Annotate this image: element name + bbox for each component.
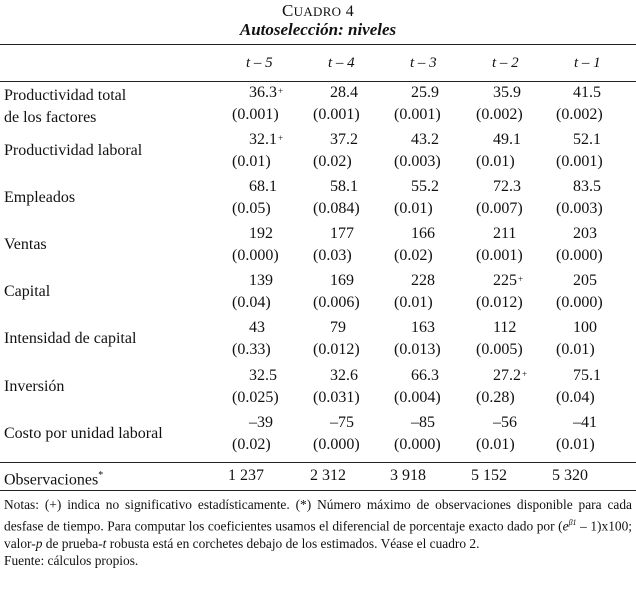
estimate-cell	[493, 318, 516, 338]
source-note: Fuente: cálculos propios.	[4, 553, 139, 569]
estimate-value: 79	[330, 319, 346, 336]
p-value-cell: (0.001)	[232, 106, 279, 123]
p-value-cell: (0.001)	[394, 106, 441, 123]
notes-text: Notas: (+) indica no significativo estadísticamente. (*) Número máximo de observaciones disponible para cada desfase de tiempo. Para computar los coeficientes usamos el diferencial de porcentaje exacto dado por $(e^{\beta 1} - 1)x100$; valor-p de prueba-t robusta está en corchetes debajo de los estimados. Véase el cuadro 2.	[4, 497, 633, 551]
p-value-cell: (0.007)	[476, 200, 523, 217]
table-number: 4	[345, 3, 354, 20]
p-value-cell: (0.28)	[476, 389, 515, 406]
observations-value: 2 312	[310, 467, 346, 484]
p-value-cell: (0.006)	[313, 294, 360, 311]
estimate-cell	[249, 130, 283, 150]
estimate-value: 28.4	[330, 84, 358, 101]
estimate-cell	[411, 318, 435, 338]
estimate-cell	[573, 318, 597, 338]
estimate-value: 192	[249, 225, 273, 242]
estimate-cell	[493, 413, 517, 433]
p-value-cell: (0.04)	[232, 294, 271, 311]
p-value-cell: (0.01)	[394, 200, 433, 217]
estimate-value: 32.1	[249, 131, 277, 148]
estimate-value: 228	[411, 272, 435, 289]
estimate-cell	[411, 413, 435, 433]
table-subtitle: Autoselección: niveles	[239, 20, 397, 39]
estimate-value: 177	[330, 225, 354, 242]
estimate-cell	[573, 83, 601, 103]
observations-value: 3 918	[390, 467, 426, 484]
p-value-cell: (0.001)	[476, 247, 523, 264]
estimate-value: 58.1	[330, 178, 358, 195]
not-significant-mark: +	[278, 133, 284, 143]
estimate-value: 66.3	[411, 367, 439, 384]
estimate-value: 37.2	[330, 131, 358, 148]
estimate-value: 25.9	[411, 84, 439, 101]
estimate-cell	[330, 130, 358, 150]
p-value-cell: (0.01)	[556, 436, 595, 453]
table-notes	[4, 496, 632, 570]
p-value-cell: (0.004)	[394, 389, 441, 406]
estimate-cell	[330, 413, 354, 433]
row-label: Capital	[4, 283, 51, 300]
p-value-cell: (0.000)	[394, 436, 441, 453]
observations-value: 5 320	[552, 467, 588, 484]
estimate-value: 68.1	[249, 178, 277, 195]
row-label: Empleados	[4, 189, 76, 206]
p-value-cell: (0.02)	[313, 153, 352, 170]
estimate-cell	[249, 83, 283, 103]
p-value-cell: (0.000)	[232, 247, 279, 264]
estimate-cell	[573, 177, 601, 197]
observations-value: 1 237	[228, 467, 264, 484]
estimate-cell	[249, 413, 273, 433]
row-label: Inversión	[4, 378, 65, 395]
max-observations-mark: *	[98, 470, 104, 481]
estimate-value: 41.5	[573, 84, 601, 101]
not-significant-mark: +	[522, 369, 528, 379]
p-value-cell: (0.012)	[476, 294, 523, 311]
observations-label: Observaciones*	[4, 470, 104, 489]
estimate-value: 55.2	[411, 178, 439, 195]
estimate-value: –56	[493, 414, 517, 431]
not-significant-mark: +	[278, 86, 284, 96]
p-value-cell: (0.031)	[313, 389, 360, 406]
estimate-value: 211	[493, 225, 517, 242]
header-rule	[0, 81, 636, 82]
p-value-cell: (0.000)	[556, 294, 603, 311]
estimate-value: –41	[573, 414, 597, 431]
estimate-value: 139	[249, 272, 273, 289]
estimate-value: 49.1	[493, 131, 521, 148]
estimate-cell	[573, 366, 601, 386]
column-header-1: t – 5	[246, 55, 273, 71]
estimate-value: 27.2	[493, 367, 521, 384]
estimate-value: 166	[411, 225, 435, 242]
row-label: de los factores	[4, 109, 97, 126]
estimate-cell	[330, 224, 354, 244]
estimate-cell	[411, 177, 439, 197]
p-value-cell: (0.012)	[313, 341, 360, 358]
estimate-cell	[249, 318, 265, 338]
row-label: Ventas	[4, 236, 47, 253]
estimate-value: –75	[330, 414, 354, 431]
estimate-cell	[493, 83, 521, 103]
estimate-value: 83.5	[573, 178, 601, 195]
estimate-cell	[411, 366, 439, 386]
estimate-value: 100	[573, 319, 597, 336]
p-value-cell: (0.01)	[394, 294, 433, 311]
estimate-value: 75.1	[573, 367, 601, 384]
column-header-3: t – 3	[410, 55, 437, 71]
estimate-value: 169	[330, 272, 354, 289]
bottom-rule	[0, 490, 636, 491]
table-caption-label: CUADRO 4	[282, 1, 354, 20]
p-value-cell: (0.005)	[476, 341, 523, 358]
estimate-cell	[330, 271, 354, 291]
estimate-value: 43.2	[411, 131, 439, 148]
estimate-cell	[493, 224, 516, 244]
estimate-cell	[411, 271, 435, 291]
estimate-cell	[330, 318, 346, 338]
estimate-cell	[249, 366, 277, 386]
estimate-value: 163	[411, 319, 435, 336]
p-value-cell: (0.025)	[232, 389, 279, 406]
p-value-cell: (0.01)	[476, 436, 515, 453]
p-value-cell: (0.01)	[476, 153, 515, 170]
p-value-cell: (0.000)	[556, 247, 603, 264]
estimate-value: 203	[573, 225, 597, 242]
estimate-cell	[573, 413, 597, 433]
p-value-cell: (0.02)	[232, 436, 271, 453]
estimate-value: –39	[249, 414, 273, 431]
p-value-cell: (0.003)	[556, 200, 603, 217]
estimate-value: 52.1	[573, 131, 601, 148]
row-label: Costo por unidad laboral	[4, 425, 163, 442]
estimate-cell	[573, 130, 601, 150]
estimate-value: 112	[493, 319, 517, 336]
p-value-cell: (0.001)	[313, 106, 360, 123]
estimate-cell	[330, 177, 358, 197]
p-value-cell: (0.02)	[394, 247, 433, 264]
p-value-cell: (0.002)	[476, 106, 523, 123]
p-value-cell: (0.000)	[313, 436, 360, 453]
estimate-cell	[573, 224, 597, 244]
estimate-value: 205	[573, 272, 597, 289]
estimate-cell	[573, 271, 597, 291]
estimate-cell	[411, 83, 439, 103]
estimate-value: 32.6	[330, 367, 358, 384]
p-value-cell: (0.33)	[232, 341, 271, 358]
estimate-cell	[249, 271, 273, 291]
estimate-cell	[493, 271, 523, 291]
observations-value: 5 152	[471, 467, 507, 484]
estimate-cell	[493, 177, 521, 197]
row-label: Productividad total	[4, 87, 127, 104]
estimate-value: 225	[493, 272, 517, 289]
p-value-cell: (0.05)	[232, 200, 271, 217]
estimate-cell	[411, 224, 435, 244]
not-significant-mark: +	[518, 274, 524, 284]
estimate-cell	[330, 366, 358, 386]
row-label: Productividad laboral	[4, 142, 143, 159]
estimate-cell	[249, 177, 277, 197]
p-value-cell: (0.03)	[313, 247, 352, 264]
column-header-4: t – 2	[492, 55, 519, 71]
p-value-cell: (0.013)	[394, 341, 441, 358]
p-value-cell: (0.04)	[556, 389, 595, 406]
estimate-cell	[493, 130, 521, 150]
p-value-cell: (0.01)	[556, 341, 595, 358]
row-label: Intensidad de capital	[4, 330, 137, 347]
obs-rule	[0, 462, 636, 463]
estimate-cell	[249, 224, 273, 244]
p-value-cell: (0.01)	[232, 153, 271, 170]
estimate-cell	[330, 83, 358, 103]
column-header-5: t – 1	[574, 55, 601, 71]
p-value-cell: (0.001)	[556, 153, 603, 170]
estimate-value: 32.5	[249, 367, 277, 384]
estimate-value: 43	[249, 319, 265, 336]
estimate-cell	[493, 366, 527, 386]
estimate-value: –85	[411, 414, 435, 431]
estimate-cell	[411, 130, 439, 150]
estimate-value: 36.3	[249, 84, 277, 101]
estimate-value: 72.3	[493, 178, 521, 195]
p-value-cell: (0.084)	[313, 200, 360, 217]
estimate-value: 35.9	[493, 84, 521, 101]
p-value-cell: (0.003)	[394, 153, 441, 170]
p-value-cell: (0.002)	[556, 106, 603, 123]
top-rule	[0, 44, 636, 45]
column-header-2: t – 4	[328, 55, 355, 71]
